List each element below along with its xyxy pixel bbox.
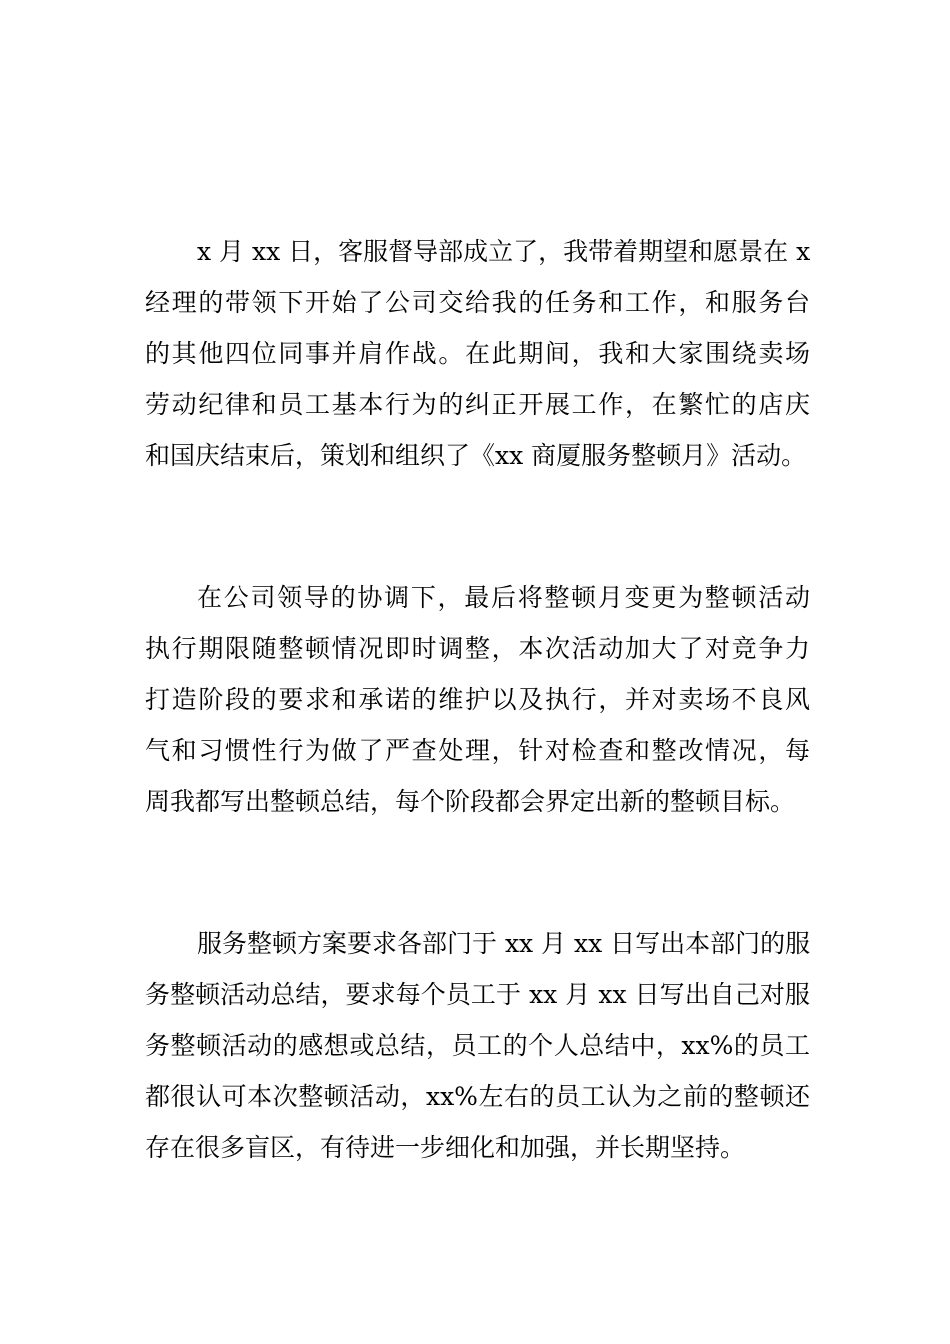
paragraph-line: x 月 xx 日，客服督导部成立了，我带着期望和愿景在 x [197, 237, 811, 266]
paragraph-2 [145, 572, 810, 827]
paragraph-line: 都很认可本次整顿活动，xx%左右的员工认为之前的整顿还 [145, 1082, 810, 1111]
paragraph-line: 周我都写出整顿总结，每个阶段都会界定出新的整顿目标。 [145, 787, 796, 816]
paragraph-line: 务整顿活动总结，要求每个员工于 xx 月 xx 日写出自己对服 [145, 980, 810, 1009]
paragraph-line: 服务整顿方案要求各部门于 xx 月 xx 日写出本部门的服 [197, 929, 811, 958]
paragraph-line: 的其他四位同事并肩作战。在此期间，我和大家围绕卖场 [145, 339, 810, 368]
paragraph-line: 执行期限随整顿情况即时调整，本次活动加大了对竞争力 [145, 634, 810, 663]
paragraph-line: 打造阶段的要求和承诺的维护以及执行，并对卖场不良风 [145, 685, 810, 714]
paragraph-line: 气和习惯性行为做了严查处理，针对检查和整改情况，每 [145, 736, 810, 765]
paragraph-line: 劳动纪律和员工基本行为的纠正开展工作，在繁忙的店庆 [145, 390, 810, 419]
paragraph-line: 和国庆结束后，策划和组织了《xx 商厦服务整顿月》活动。 [145, 441, 807, 470]
paragraph-line: 存在很多盲区，有待进一步细化和加强，并长期坚持。 [145, 1133, 746, 1162]
paragraph-line: 务整顿活动的感想或总结，员工的个人总结中，xx%的员工 [145, 1031, 810, 1060]
paragraph-3 [145, 918, 810, 1173]
paragraph-line: 在公司领导的协调下，最后将整顿月变更为整顿活动 [197, 583, 810, 612]
paragraph-1 [145, 226, 810, 481]
paragraph-line: 经理的带领下开始了公司交给我的任务和工作，和服务台 [145, 288, 810, 317]
